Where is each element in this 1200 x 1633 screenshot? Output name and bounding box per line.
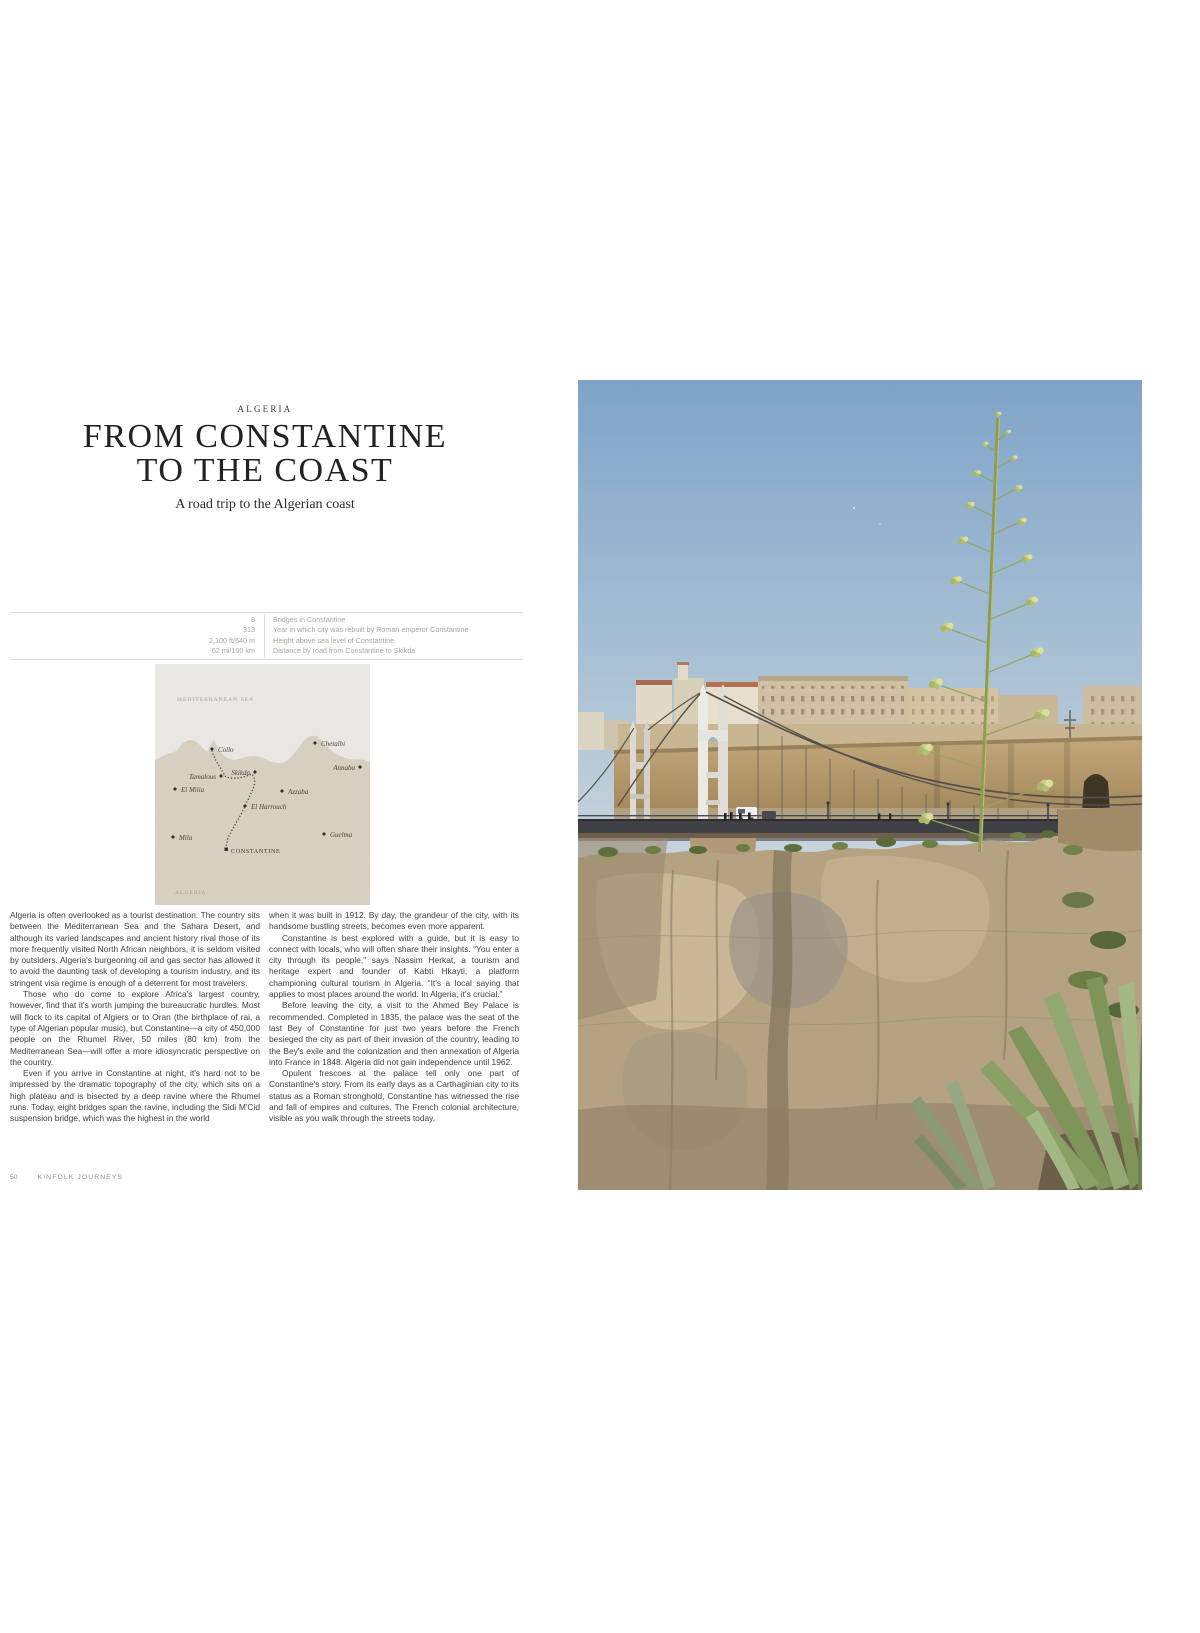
map-town-label: Collo [218, 746, 234, 754]
map-marker-constantine [225, 848, 228, 851]
folio-number: 50 [10, 1174, 18, 1181]
stat-value: 8 [251, 615, 255, 624]
map-town-label: Azzaba [288, 788, 309, 796]
stat-row [10, 636, 523, 646]
map-town-label: Tamalous [189, 773, 216, 781]
stat-value: 2,100 ft/640 m [209, 635, 255, 645]
stat-value: 62 mi/100 km [211, 646, 255, 656]
stat-value: 313 [243, 625, 255, 635]
title-line-1: FROM CONSTANTINE [82, 418, 448, 455]
article-body [10, 910, 520, 1125]
stat-label: Height above sea level of Constantine [264, 636, 523, 646]
paragraph: Even if you arrive in Constantine at night, it's hard not to be impressed by the dramatic topography of the city, which sits on a high plateau and is bisected by a deep ravine where the Rhumel runs. Today, eight bridges span the ravine, including the Sidi M'Cid suspension bridge, which was the highest in the world [10, 1068, 260, 1124]
region-map [155, 664, 370, 905]
paragraph: Opulent frescoes at the palace tell only one part of Constantine's story. From its early days as a Carthaginian city to its status as a Roman stronghold, Constantine has witnessed the rise and fall of empires and cultures. The French colonial architecture, visible as you walk through the streets today, [269, 1068, 519, 1124]
map-town-label: Mila [179, 834, 193, 842]
stat-row [10, 615, 523, 625]
paragraph: Algeria is often overlooked as a tourist destination. The country sits between the Mediterranean Sea and the Sahara Desert, and although its varied landscapes and ancient history rival those of its more frequently visited North African neighbors, it is seldom visited by outsiders. Algeria's burgeoning oil and gas sector has allowed it to avoid the daunting task of developing a tourism industry, and its stringent visa regime is enough of a deterrent for most travelers. [10, 910, 260, 988]
page-title [0, 420, 530, 488]
map-town-label: Annaba [333, 764, 355, 772]
stat-row [10, 646, 523, 656]
footer-brand: KINFOLK JOURNEYS [37, 1174, 124, 1181]
stat-label: Distance by road from Constantine to Skikda [264, 646, 523, 656]
map-town-label: El Harrouch [251, 803, 287, 811]
subtitle: A road trip to the Algerian coast [175, 497, 355, 512]
map-sea-label: MEDITERRANEAN SEA [177, 697, 255, 703]
paragraph: when it was built in 1912. By day, the grandeur of the city, with its handsome bustling streets, becomes even more apparent. [269, 910, 519, 932]
map-city-label: CONSTANTINE [231, 848, 281, 855]
map-country-label: ALGERIA [175, 890, 207, 896]
article-column-2 [269, 910, 519, 1125]
stat-label: Year in which city was rebuilt by Roman emperor Constantine [264, 625, 523, 635]
map-town-label: El Milia [181, 786, 205, 794]
stats-table [10, 612, 523, 660]
map-town-label: Guelma [330, 831, 353, 839]
paragraph: Those who do come to explore Africa's largest country, however, find that it's worth jumping the bureaucratic hurdles. Most will flock to its capital of Algiers or to Oran (the birthplace of rai, a type of Algerian popular music), but Constantine—a city of 450,000 people on the Rhumel River, 50 miles (80 km) from the Mediterranean Sea—will offer a more idiosyncratic perspective on the country. [10, 989, 260, 1067]
paragraph: Constantine is best explored with a guide, but it is easy to connect with locals, who will often share their insights. “You enter a city through its people,” says Nassim Herkat, a tourism and heritage expert and founder of Kabti Hkayti, a platform championing cultural tourism in Algeria. “It's a local saying that applies to most places around the world. In Algeria, it's crucial.” [269, 932, 519, 1000]
map-town-label: Skikda [231, 769, 250, 777]
map-town-label: Chetaïbi [321, 740, 346, 748]
wall-gate-arch [1082, 774, 1110, 812]
paragraph: Before leaving the city, a visit to the Ahmed Bey Palace is recommended. Completed in 1835, the palace was the seat of the last Bey of Constantine for just two years before the French besieged the city as part of their invasion of the country, leading to the Bey's exile and the colonization and then annexation of Algeria into France in 1848. Algeria did not gain independence until 1962. [269, 1000, 519, 1067]
kicker: ALGERIA [237, 404, 293, 414]
bridge-photograph [578, 380, 1142, 1190]
page-footer [10, 1174, 123, 1181]
article-column-1 [10, 910, 260, 1125]
stat-row [10, 625, 523, 635]
stat-label: Bridges in Constantine [264, 615, 523, 625]
title-line-2: TO THE COAST [136, 452, 394, 489]
